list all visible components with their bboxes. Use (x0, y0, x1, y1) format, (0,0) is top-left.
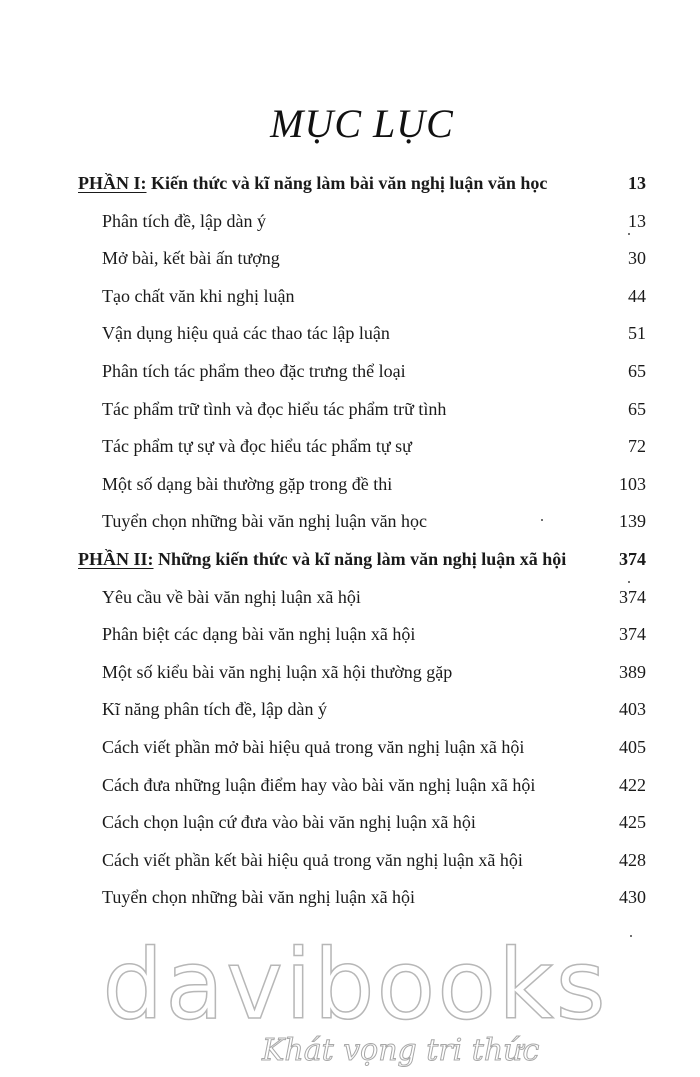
toc-item-label: Tác phẩm tự sự và đọc hiểu tác phẩm tự sự (102, 436, 412, 457)
toc-part-heading (78, 541, 566, 579)
toc-page-number: 428 (619, 849, 646, 870)
toc-page-number: 403 (619, 699, 646, 720)
toc-item-label: Phân tích đề, lập dàn ý (102, 210, 266, 231)
toc-page-number: 65 (628, 360, 646, 381)
toc-item (0, 879, 700, 917)
toc-item-label: Tác phẩm trữ tình và đọc hiểu tác phẩm trữ tình (102, 398, 447, 419)
toc-page-number: 30 (628, 248, 646, 269)
toc-item (0, 240, 700, 278)
toc-page-number: 51 (628, 323, 646, 344)
toc-item (0, 579, 700, 617)
toc-part-prefix: PHẦN I: (78, 173, 147, 193)
toc-item (0, 391, 700, 429)
toc-page-number: 430 (619, 887, 646, 908)
watermark (0, 929, 700, 1068)
toc-page-number: 374 (619, 548, 646, 569)
toc-item (0, 353, 700, 391)
table-of-contents (0, 165, 700, 917)
toc-page-number: 72 (628, 436, 646, 457)
toc-page-number: 425 (619, 812, 646, 833)
toc-page-number: 374 (619, 586, 646, 607)
toc-item-label: Một số kiểu bài văn nghị luận xã hội thường gặp (102, 661, 453, 682)
toc-item (0, 804, 700, 842)
toc-page-number: 139 (619, 511, 646, 532)
toc-item-label: Cách viết phần kết bài hiệu quả trong văn nghị luận xã hội (102, 849, 523, 870)
toc-item (0, 654, 700, 692)
watermark-logo: davibooks (102, 929, 608, 1041)
toc-part-title: Kiến thức và kĩ năng làm bài văn nghị luận văn học (146, 173, 548, 193)
scan-speck (541, 519, 543, 521)
toc-item-label: Cách đưa những luận điểm hay vào bài văn nghị luận xã hội (102, 774, 536, 795)
toc-item-label: Tuyển chọn những bài văn nghị luận xã hội (102, 887, 416, 908)
toc-item (0, 466, 700, 504)
watermark-slogan: Khát vọng tri thức (262, 1033, 540, 1068)
toc-page-number: 44 (628, 285, 646, 306)
toc-page-number: 13 (628, 210, 646, 231)
toc-item-label: Cách viết phần mở bài hiệu quả trong văn nghị luận xã hội (102, 736, 525, 757)
scan-speck (628, 581, 630, 583)
toc-page-number: 13 (628, 173, 646, 193)
toc-item-label: Yêu cầu về bài văn nghị luận xã hội (102, 586, 361, 607)
toc-part-prefix: PHẦN II: (78, 548, 154, 569)
toc-item-label: Cách chọn luận cứ đưa vào bài văn nghị luận xã hội (102, 812, 476, 833)
toc-part-2 (0, 541, 700, 579)
toc-item-label: Kĩ năng phân tích đề, lập dàn ý (102, 699, 327, 720)
toc-part-1 (0, 165, 700, 203)
toc-page-number: 65 (628, 398, 646, 419)
toc-page-number: 405 (619, 736, 646, 757)
toc-item-label: Tuyển chọn những bài văn nghị luận văn học (102, 511, 428, 532)
toc-item (0, 842, 700, 880)
toc-item (0, 203, 700, 241)
toc-item (0, 278, 700, 316)
toc-item-label: Phân biệt các dạng bài văn nghị luận xã hội (102, 624, 416, 645)
toc-item (0, 767, 700, 805)
page-title: MỤC LỤC (270, 101, 454, 146)
toc-item (0, 691, 700, 729)
toc-part-title: Những kiến thức và kĩ năng làm văn nghị luận xã hội (153, 548, 567, 569)
toc-item (0, 503, 700, 541)
toc-item-label: Vận dụng hiệu quả các thao tác lập luận (102, 323, 390, 344)
toc-item (0, 428, 700, 466)
toc-item-label: Một số dạng bài thường gặp trong đề thi (102, 473, 393, 494)
toc-item-label: Phân tích tác phẩm theo đặc trưng thể loại (102, 360, 406, 381)
toc-item (0, 729, 700, 767)
toc-page-number: 374 (619, 624, 646, 645)
toc-page-number: 389 (619, 661, 646, 682)
scan-speck (628, 233, 630, 235)
toc-item-label: Tạo chất văn khi nghị luận (102, 285, 295, 306)
toc-item (0, 315, 700, 353)
toc-page-number: 422 (619, 774, 646, 795)
toc-item (0, 616, 700, 654)
toc-page-number: 103 (619, 473, 646, 494)
toc-part-heading (78, 165, 547, 203)
toc-item-label: Mở bài, kết bài ấn tượng (102, 248, 280, 269)
